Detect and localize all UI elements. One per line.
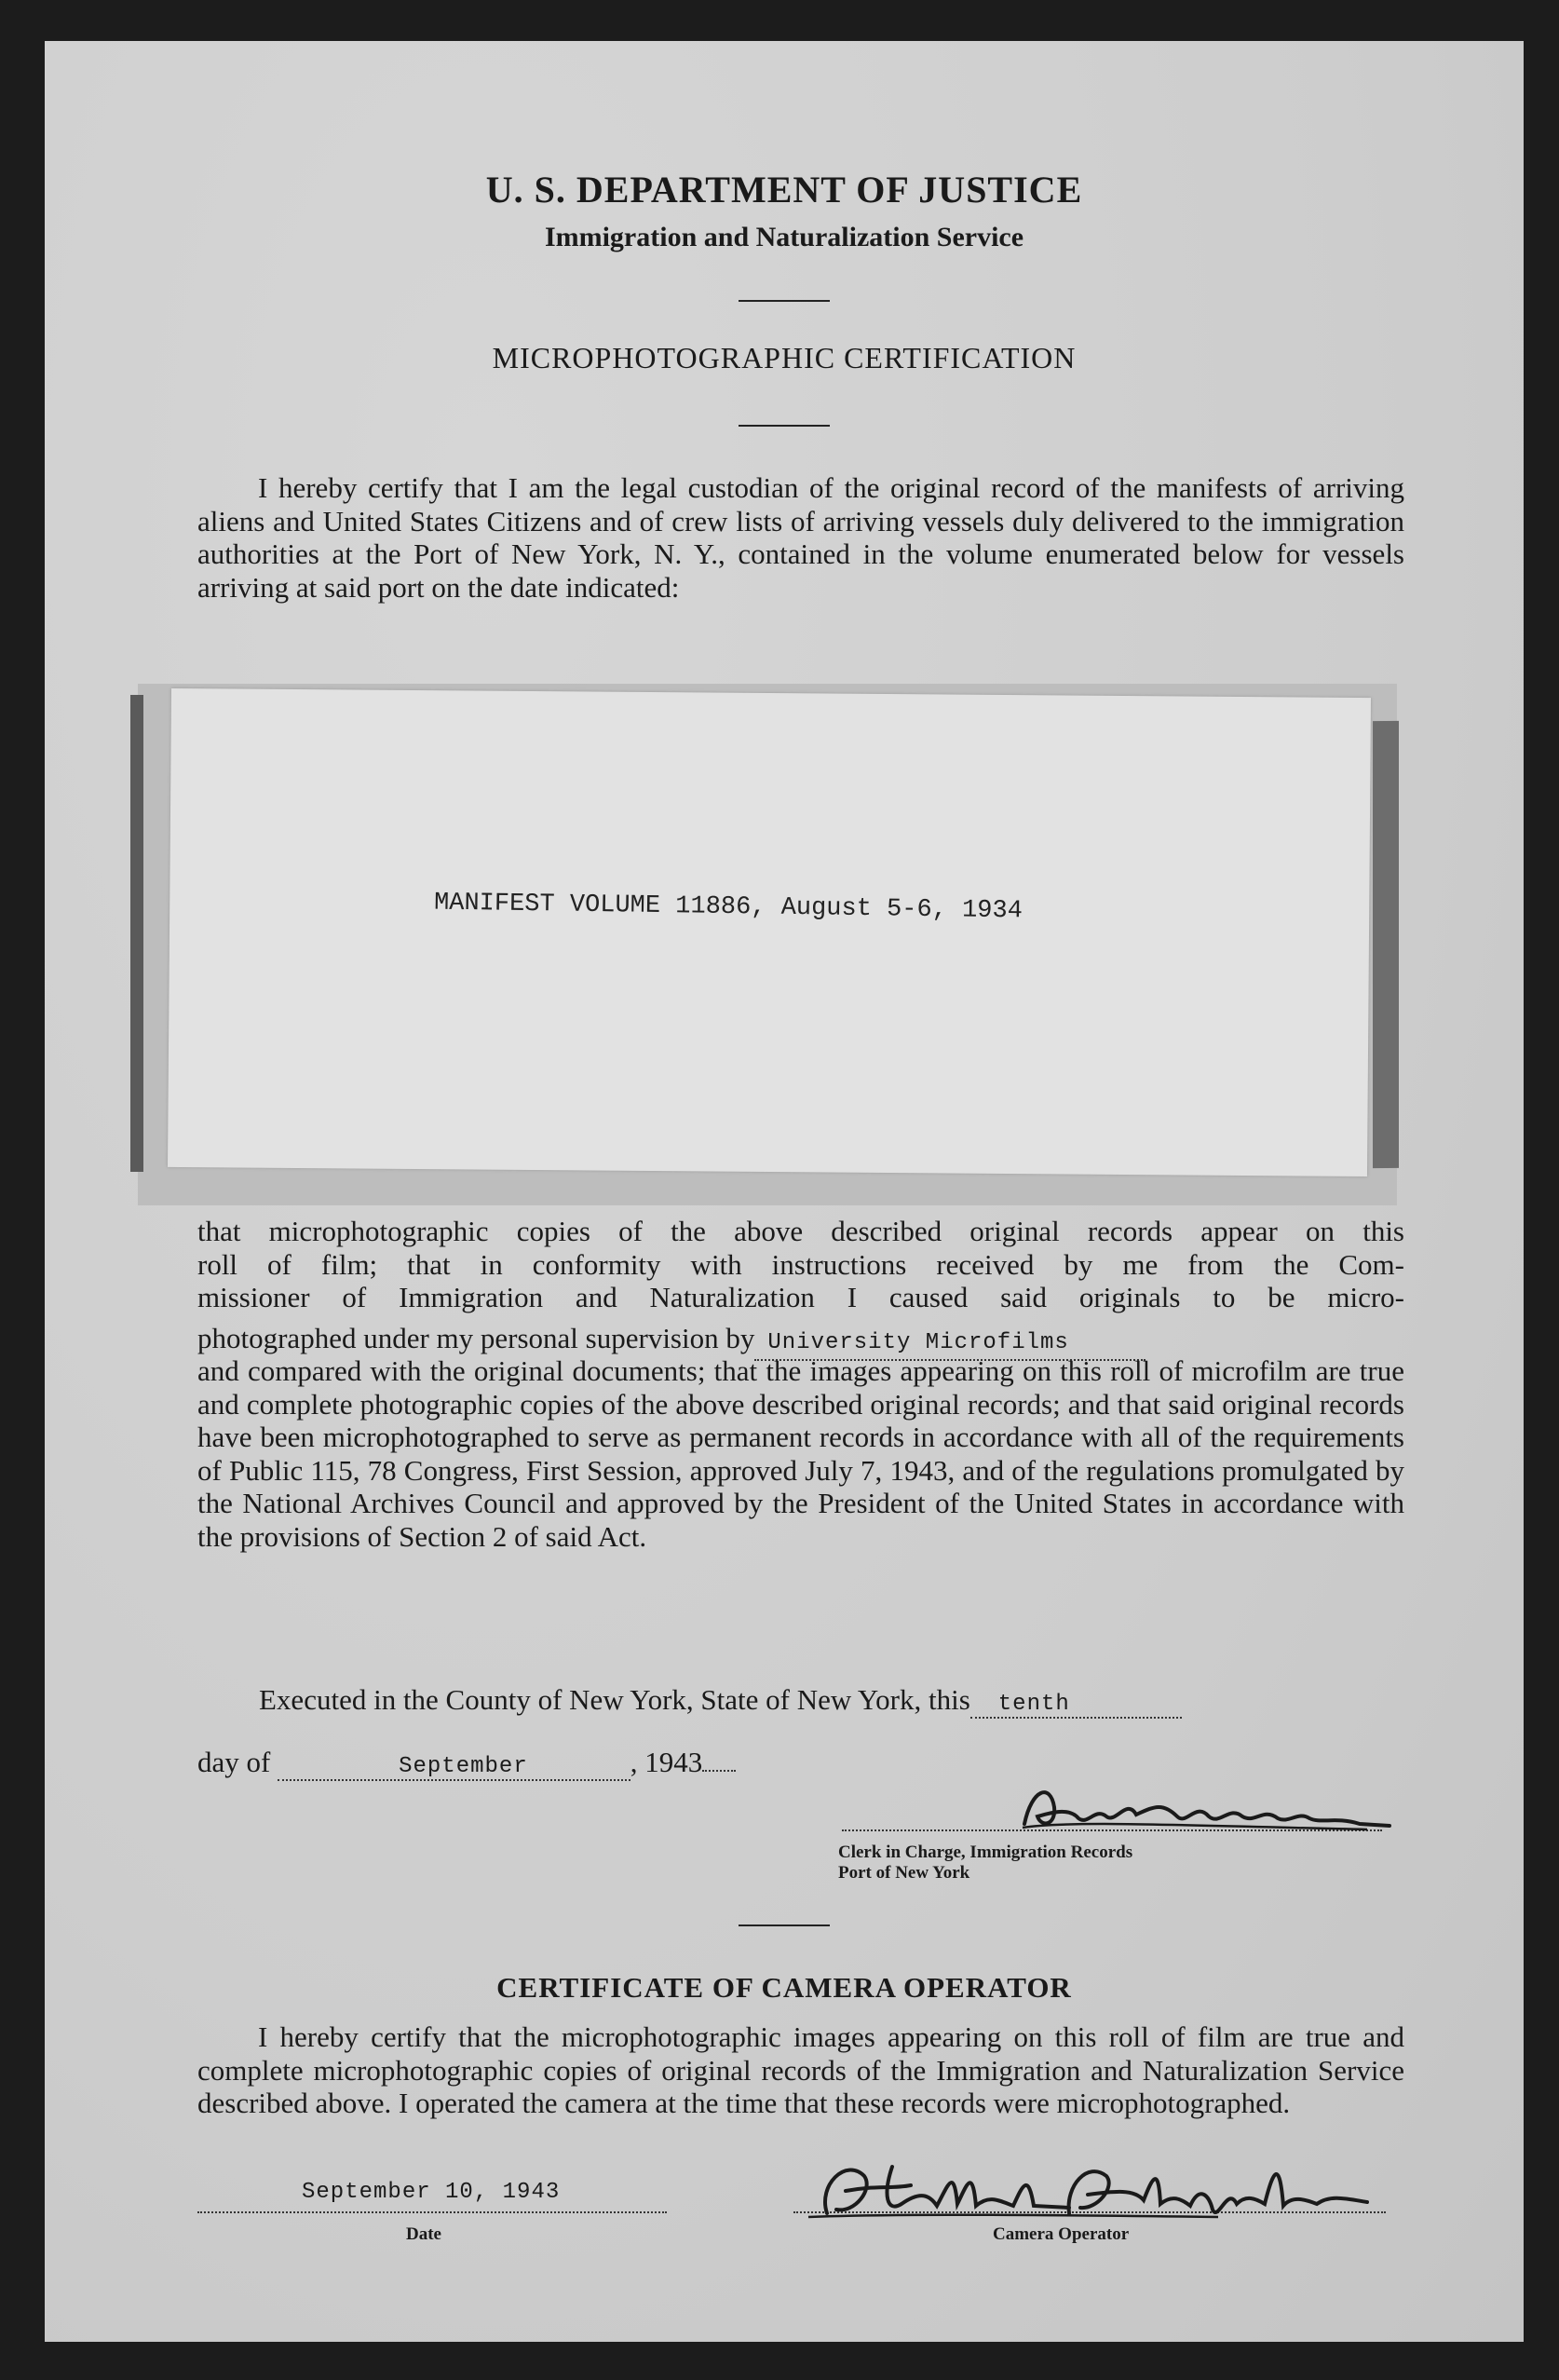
date-caption: Date xyxy=(406,2224,441,2244)
camera-certificate-title: CERTIFICATE OF CAMERA OPERATOR xyxy=(496,1971,1072,2004)
clerk-port-caption: Port of New York xyxy=(838,1863,970,1883)
camera-operator-statement: I hereby certify that the microphotographic images appearing on this roll of film are true and complete microphotographic copies of original records of the Immigration and Naturalization Service described above. I operated the camera at the time that these records were microphotographed. xyxy=(197,2020,1404,2119)
statement-line: roll of film; that in conformity with instructions received by me from the Com- xyxy=(197,1247,1404,1281)
statement-line xyxy=(197,1322,1404,1355)
microphotography-statement xyxy=(197,1215,1404,1553)
statement-line: missioner of Immigration and Naturalization I caused said originals to be micro- xyxy=(197,1281,1404,1313)
execution-day: tenth xyxy=(997,1692,1070,1717)
certificate-page xyxy=(45,41,1524,2342)
execution-month: September xyxy=(399,1754,528,1779)
date-line xyxy=(197,1746,736,1781)
manifest-volume-label: MANIFEST VOLUME 11886, August 5-6, 1934 xyxy=(433,889,1024,926)
execution-line xyxy=(259,1683,1182,1719)
date-signature-line xyxy=(197,2211,667,2213)
day-fill-line xyxy=(970,1683,1182,1719)
department-title: U. S. DEPARTMENT OF JUSTICE xyxy=(485,169,1083,211)
operator-caption: Camera Operator xyxy=(993,2224,1130,2244)
camera-operator-signature xyxy=(790,2148,1386,2232)
statement-line: that microphotographic copies of the above described original records appear on this xyxy=(197,1215,1404,1247)
divider xyxy=(739,300,830,302)
clerk-signature xyxy=(1013,1770,1404,1844)
microfilm-company: University Microfilms xyxy=(767,1329,1069,1355)
statement-rest: and compared with the original documents; that the images appearing on this roll of microfilm are true and complete photographic copies of the above described original records; and that said original records have been microphotographed to serve as permanent records in accordance with all of the requirements of Public 115, 78 Congress, First Session, approved July 7, 1943, and of the regulations promulgated by the National Archives Council and approved by the President of the United States in accordance with the provisions of Section 2 of said Act. xyxy=(197,1354,1404,1553)
execution-year: , 1943 xyxy=(630,1746,703,1778)
certification-title: MICROPHOTOGRAPHIC CERTIFICATION xyxy=(492,341,1077,374)
clerk-caption: Clerk in Charge, Immigration Records xyxy=(838,1843,1133,1862)
execution-prefix: Executed in the County of New York, State of New York, this xyxy=(259,1683,970,1716)
day-of-label: day of xyxy=(197,1746,271,1778)
divider xyxy=(739,1924,830,1926)
service-subtitle: Immigration and Naturalization Service xyxy=(544,222,1024,252)
statement-prefix: photographed under my personal supervision by xyxy=(197,1321,755,1354)
custodian-statement: I hereby certify that I am the legal custodian of the original record of the manifests of arriving aliens and United States Citizens and of crew lists of arriving vessels duly delivered to the immigration authorities at the Port of New York, N. Y., contained in the volume enumerated below for vessels arriving at said port on the date indicated: xyxy=(197,471,1404,604)
slip-shadow xyxy=(1373,721,1399,1168)
manifest-slip xyxy=(168,688,1371,1176)
month-fill-line xyxy=(278,1746,630,1781)
camera-date-value: September 10, 1943 xyxy=(302,2180,561,2205)
year-fill-line xyxy=(702,1770,736,1772)
slip-shadow xyxy=(130,695,143,1172)
divider xyxy=(739,425,830,427)
